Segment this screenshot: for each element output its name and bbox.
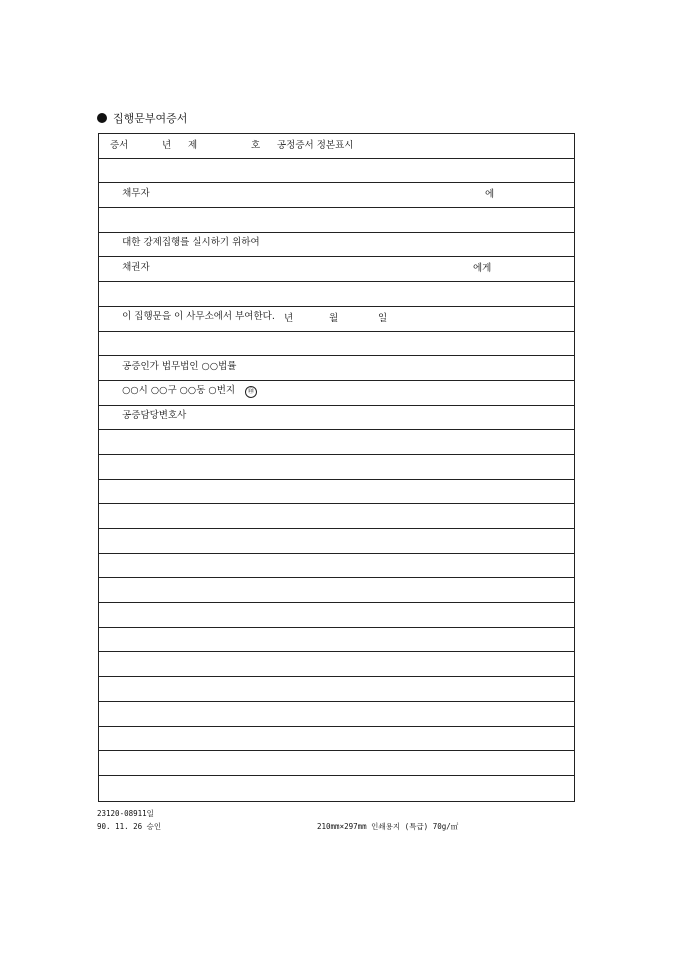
blank-row — [99, 430, 574, 455]
blank-row — [99, 554, 574, 579]
ho-label: 호 — [251, 140, 261, 151]
row-debtor-suffix — [99, 183, 574, 208]
blank-row — [99, 751, 574, 776]
blank-row — [99, 652, 574, 677]
year-label: 년 — [162, 140, 172, 151]
approval-date: 90. 11. 26 승인 — [97, 822, 162, 831]
number-label: 제 — [188, 140, 198, 151]
blank-row — [99, 480, 574, 505]
row-lawyer — [99, 381, 574, 421]
form-heading — [97, 110, 187, 126]
blank-row — [99, 603, 574, 628]
creditor-label: 채권자 — [122, 261, 150, 273]
row-debtor — [99, 159, 574, 199]
blank-row — [99, 578, 574, 603]
blank-row — [99, 529, 574, 554]
blank-row — [99, 702, 574, 727]
row-address — [99, 356, 574, 397]
paper-spec: 210mm×297mm 인쇄용지 (특급) 70g/㎡ — [317, 822, 459, 831]
address-text: ○○시 ○○구 ○○동 ○번지 — [122, 385, 236, 397]
bullet-icon — [97, 113, 107, 123]
row-execution-purpose — [99, 208, 574, 249]
blank-row — [99, 406, 574, 431]
seal-icon: ㊞ — [245, 386, 257, 398]
debtor-suffix: 에 — [485, 189, 495, 201]
grant-statement-text: 이 집행문을 이 사무소에서 부여한다. — [122, 311, 275, 323]
date-month-label: 월 — [329, 312, 339, 324]
execution-clause-form — [98, 133, 575, 802]
creditor-suffix: 에게 — [473, 263, 492, 275]
date-day-label: 일 — [378, 312, 388, 324]
row-notary-firm — [99, 332, 574, 372]
row-creditor-suffix — [99, 257, 574, 282]
row-grant-statement — [99, 282, 574, 323]
blank-row — [99, 455, 574, 480]
lawyer-label: 공증담당변호사 — [122, 409, 187, 421]
blank-row — [99, 628, 574, 653]
deed-label: 증서 — [110, 140, 129, 151]
row-date — [99, 307, 574, 332]
deed-copy-label: 공정증서 정본표시 — [277, 140, 354, 151]
debtor-label: 채무자 — [122, 187, 150, 199]
date-year-label: 년 — [284, 312, 294, 324]
blank-row — [99, 727, 574, 752]
blank-row — [99, 504, 574, 529]
form-code: 23120-08911일 — [97, 809, 154, 818]
blank-row — [99, 776, 574, 801]
notary-firm-text: 공증인가 법무법인 ○○법률 — [122, 360, 237, 372]
row-deed-info — [99, 134, 574, 159]
form-title: 집행문부여증서 — [113, 112, 188, 125]
blank-row — [99, 677, 574, 702]
execution-purpose-text: 대한 강제집행를 실시하기 위하여 — [122, 237, 260, 249]
